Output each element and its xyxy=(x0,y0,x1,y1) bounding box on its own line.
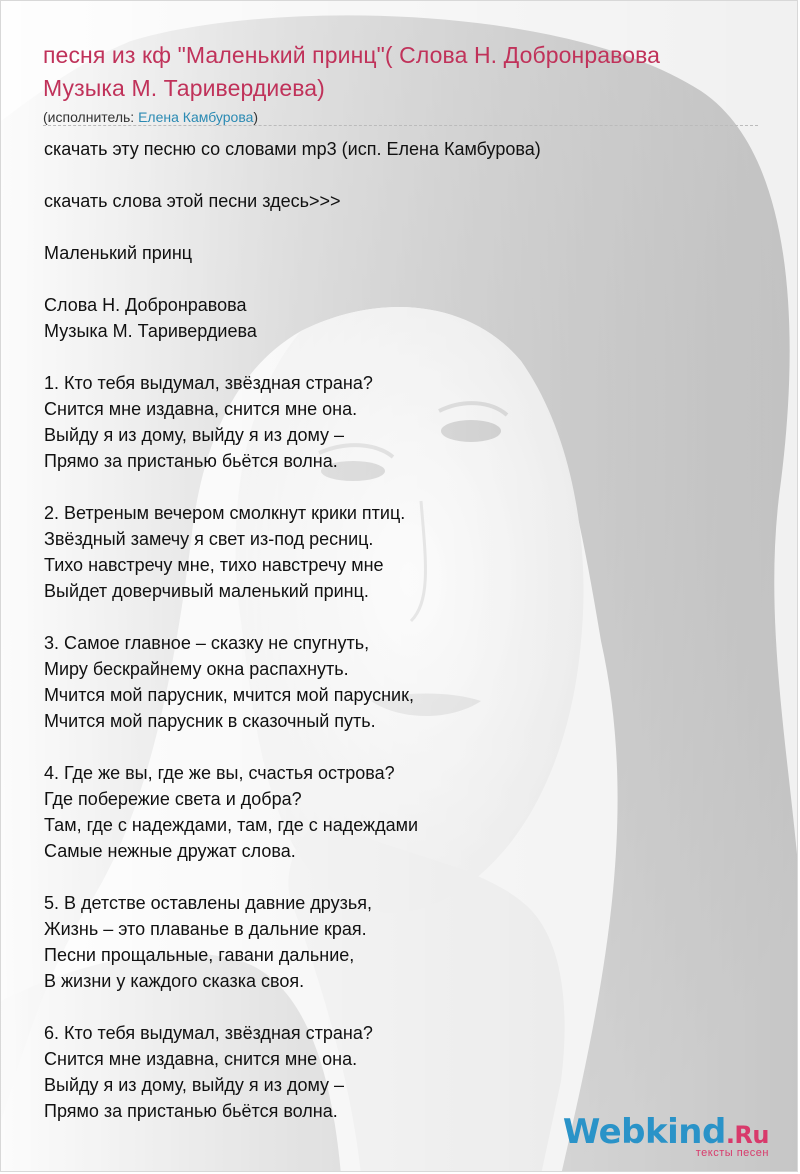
spacer xyxy=(44,474,764,500)
verse-line: Снится мне издавна, снится мне она. xyxy=(44,1049,358,1069)
watermark-tagline: тексты песен xyxy=(695,1147,769,1159)
performer-link[interactable]: Елена Камбурова xyxy=(138,109,254,125)
verse-line: 6. Кто тебя выдумал, звёздная страна? xyxy=(44,1023,373,1043)
lyrics-body xyxy=(44,136,764,1124)
verse-line: Где побережие света и добра? xyxy=(44,789,302,809)
spacer xyxy=(44,162,764,188)
credit-lyrics: Слова Н. Добронравова xyxy=(44,295,247,315)
verse-line: 4. Где же вы, где же вы, счастья острова? xyxy=(44,763,395,783)
verse-line: Звёздный замечу я свет из-под ресниц. xyxy=(44,529,374,549)
download-mp3-link[interactable]: скачать эту песню со словами mp3 (исп. Елена Камбурова) xyxy=(44,139,541,159)
watermark-brand: Webkind xyxy=(562,1112,726,1152)
spacer xyxy=(44,734,764,760)
verse-line: 1. Кто тебя выдумал, звёздная страна? xyxy=(44,373,373,393)
page-title-line-1: песня из кф "Маленький принц"( Слова Н. Добронравова xyxy=(43,42,661,68)
verse-line: Миру бескрайнему окна распахнуть. xyxy=(44,659,349,679)
watermark-tld: .Ru xyxy=(725,1121,769,1149)
performer-line xyxy=(43,107,763,127)
verse-line: Жизнь – это плаванье в дальние края. xyxy=(44,919,367,939)
credit-music: Музыка М. Таривердиева xyxy=(44,321,257,341)
verse-line: 3. Самое главное – сказку не спугнуть, xyxy=(44,633,370,653)
page-title xyxy=(43,39,763,105)
verse-line: Прямо за пристанью бьётся волна. xyxy=(44,1101,338,1121)
page-title-line-2: Музыка М. Таривердиева) xyxy=(43,75,325,101)
verse-line: Выйдет доверчивый маленький принц. xyxy=(44,581,369,601)
spacer xyxy=(44,266,764,292)
verse-line: 2. Ветреным вечером смолкнут крики птиц. xyxy=(44,503,406,523)
verse-line: В жизни у каждого сказка своя. xyxy=(44,971,305,991)
verse-line: Выйду я из дому, выйду я из дому – xyxy=(44,1075,345,1095)
verse-line: Самые нежные дружат слова. xyxy=(44,841,296,861)
verse-line: Выйду я из дому, выйду я из дому – xyxy=(44,425,345,445)
spacer xyxy=(44,344,764,370)
verse-line: Там, где с надеждами, там, где с надеждами xyxy=(44,815,419,835)
spacer xyxy=(44,994,764,1020)
verse-line: Снится мне издавна, снится мне она. xyxy=(44,399,358,419)
verse-line: Песни прощальные, гавани дальние, xyxy=(44,945,355,965)
performer-prefix: (исполнитель: xyxy=(43,109,139,125)
download-lyrics-link[interactable]: скачать слова этой песни здесь>>> xyxy=(44,191,341,211)
verse-line: 5. В детстве оставлены давние друзья, xyxy=(44,893,372,913)
verse-line: Мчится мой парусник, мчится мой парусник, xyxy=(44,685,414,705)
verse-line: Мчится мой парусник в сказочный путь. xyxy=(44,711,376,731)
spacer xyxy=(44,864,764,890)
header-divider xyxy=(43,125,758,126)
song-title: Маленький принц xyxy=(44,243,193,263)
verse-line: Тихо навстречу мне, тихо навстречу мне xyxy=(44,555,384,575)
performer-suffix: ) xyxy=(253,109,259,125)
spacer xyxy=(44,604,764,630)
verse-line: Прямо за пристанью бьётся волна. xyxy=(44,451,338,471)
spacer xyxy=(44,214,764,240)
song-header xyxy=(43,39,763,127)
site-watermark xyxy=(563,1114,769,1159)
